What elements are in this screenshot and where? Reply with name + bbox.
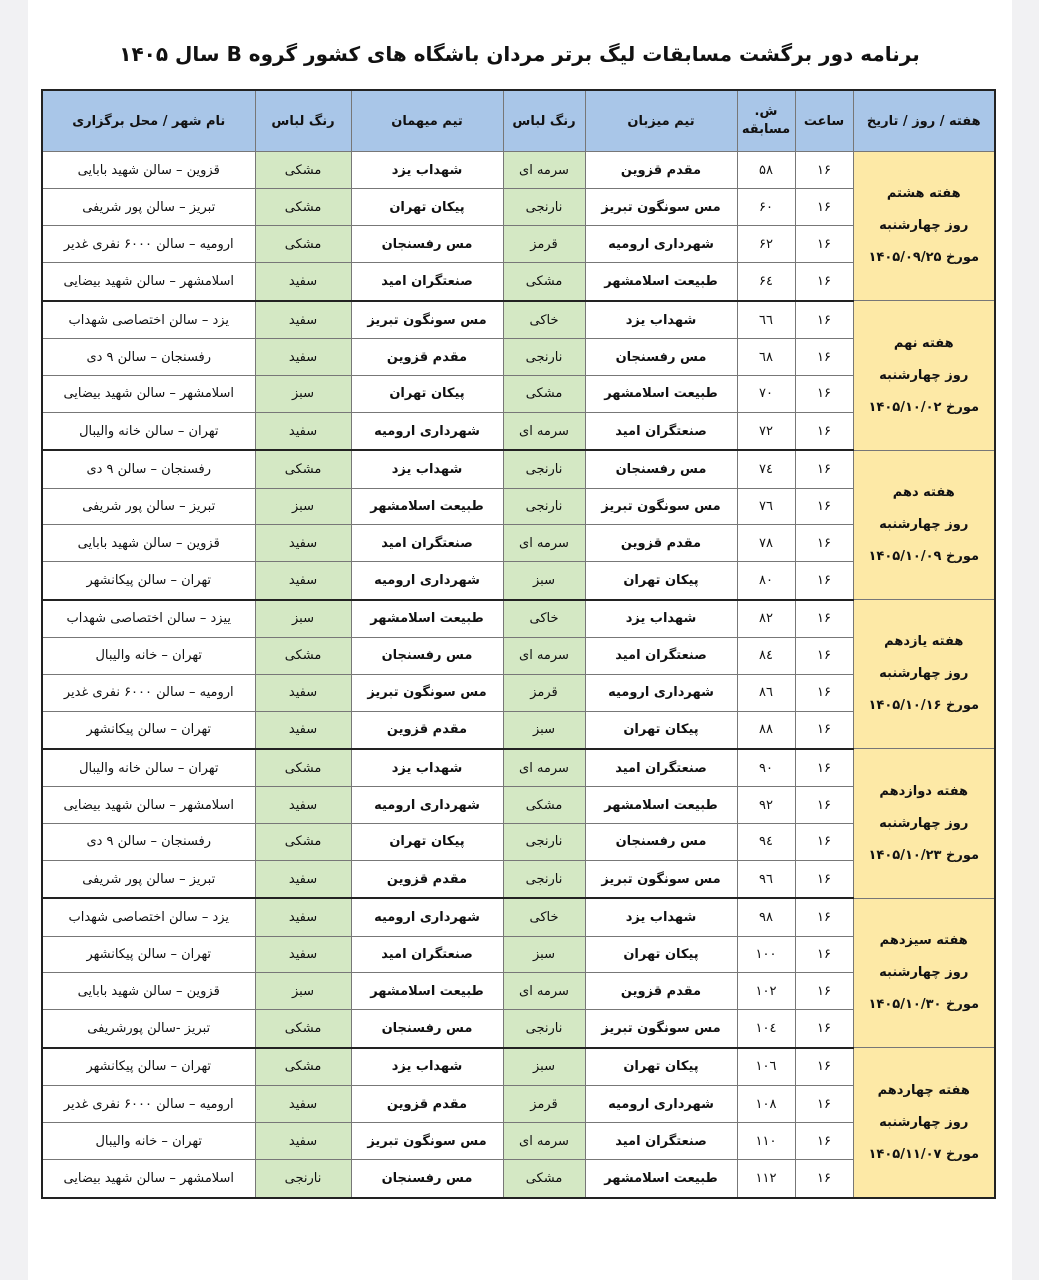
host-team: طبیعت اسلامشهر — [585, 1160, 737, 1198]
match-time: ۱۶ — [795, 450, 853, 488]
week-day: روز چهارشنبه — [879, 516, 969, 532]
host-kit-color: سرمه ای — [503, 637, 585, 674]
week-cell — [853, 600, 995, 749]
host-kit-color: سرمه ای — [503, 525, 585, 562]
table-row — [42, 824, 995, 861]
host-team: شهرداری ارومیه — [585, 1086, 737, 1123]
week-date: مورخ ۱۴۰۵/۱۰/۱۶ — [868, 698, 980, 714]
guest-kit-color: سفید — [255, 860, 351, 898]
match-venue: اسلامشهر – سالن شهید بیضایی — [42, 787, 255, 824]
table-row — [42, 1160, 995, 1198]
guest-kit-color: سفید — [255, 1086, 351, 1123]
host-team: صنعتگران امید — [585, 749, 737, 787]
host-kit-color: سرمه ای — [503, 412, 585, 450]
table-row — [42, 376, 995, 413]
guest-team: شهرداری ارومیه — [351, 787, 503, 824]
guest-team: شهرداری ارومیه — [351, 898, 503, 936]
guest-team: صنعتگران امید — [351, 936, 503, 973]
guest-kit-color: سفید — [255, 898, 351, 936]
match-number: ۹٤ — [737, 824, 795, 861]
table-row — [42, 525, 995, 562]
host-kit-color: سرمه ای — [503, 1123, 585, 1160]
host-team: پیکان تهران — [585, 936, 737, 973]
week-day: روز چهارشنبه — [879, 815, 969, 831]
match-time: ۱۶ — [795, 1048, 853, 1086]
week-day: روز چهارشنبه — [879, 1114, 969, 1130]
week-cell — [853, 301, 995, 450]
match-time: ۱۶ — [795, 562, 853, 600]
guest-team: شهداب یزد — [351, 749, 503, 787]
host-team: شهداب یزد — [585, 301, 737, 339]
host-kit-color: مشکی — [503, 376, 585, 413]
week-cell — [853, 749, 995, 898]
match-venue: تهران – سالن خانه والیبال — [42, 412, 255, 450]
week-day: روز چهارشنبه — [879, 218, 969, 234]
guest-kit-color: مشکی — [255, 189, 351, 226]
match-time: ۱۶ — [795, 189, 853, 226]
guest-team: مس سونگون تبریز — [351, 301, 503, 339]
week-name: هفته سیزدهم — [879, 932, 968, 948]
match-number: ۷۲ — [737, 412, 795, 450]
guest-kit-color: سبز — [255, 600, 351, 638]
table-row — [42, 488, 995, 525]
match-number: ۶۰ — [737, 189, 795, 226]
week-name: هفته دهم — [892, 484, 955, 500]
guest-team: صنعتگران امید — [351, 263, 503, 301]
match-venue: تهران – سالن پیکانشهر — [42, 1048, 255, 1086]
match-number: ٦٦ — [737, 301, 795, 339]
host-kit-color: نارنجی — [503, 488, 585, 525]
table-row — [42, 637, 995, 674]
week-cell — [853, 1048, 995, 1198]
guest-kit-color: مشکی — [255, 749, 351, 787]
guest-kit-color: سبز — [255, 973, 351, 1010]
host-team: پیکان تهران — [585, 711, 737, 749]
match-venue: ارومیه – سالن ۶۰۰۰ نفری غدیر — [42, 674, 255, 711]
table-row — [42, 860, 995, 898]
week-date: مورخ ۱۴۰۵/۱۰/۰۹ — [868, 548, 980, 564]
guest-kit-color: سفید — [255, 674, 351, 711]
match-venue: تهران – سالن پیکانشهر — [42, 936, 255, 973]
match-venue: ییزد – سالن اختصاصی شهداب — [42, 600, 255, 638]
match-time: ۱۶ — [795, 973, 853, 1010]
host-kit-color: قرمز — [503, 226, 585, 263]
table-row — [42, 412, 995, 450]
host-kit-color: سبز — [503, 562, 585, 600]
guest-kit-color: سفید — [255, 711, 351, 749]
header-time: ساعت — [795, 90, 853, 152]
guest-kit-color: مشکی — [255, 226, 351, 263]
match-venue: تبریز – سالن پور شریفی — [42, 860, 255, 898]
host-team: مس رفسنجان — [585, 450, 737, 488]
match-number: ۸۲ — [737, 600, 795, 638]
guest-team: پیکان تهران — [351, 189, 503, 226]
week-day: روز چهارشنبه — [879, 666, 969, 682]
table-row — [42, 562, 995, 600]
table-row — [42, 787, 995, 824]
guest-kit-color: مشکی — [255, 824, 351, 861]
week-name: هفته هشتم — [886, 186, 961, 202]
host-team: مس سونگون تبریز — [585, 1010, 737, 1048]
match-venue: ارومیه – سالن ۶۰۰۰ نفری غدیر — [42, 226, 255, 263]
host-team: صنعتگران امید — [585, 637, 737, 674]
week-cell — [853, 450, 995, 599]
match-number: ۸٦ — [737, 674, 795, 711]
match-venue: تهران – سالن پیکانشهر — [42, 711, 255, 749]
host-team: صنعتگران امید — [585, 412, 737, 450]
guest-kit-color: سفید — [255, 339, 351, 376]
match-venue: اسلامشهر – سالن شهید بیضایی — [42, 376, 255, 413]
guest-team: پیکان تهران — [351, 376, 503, 413]
match-number: ۷٦ — [737, 488, 795, 525]
guest-kit-color: سفید — [255, 562, 351, 600]
host-kit-color: نارنجی — [503, 189, 585, 226]
host-team: صنعتگران امید — [585, 1123, 737, 1160]
table-row — [42, 263, 995, 301]
table-row — [42, 1123, 995, 1160]
header-guest: تیم میهمان — [351, 90, 503, 152]
match-number: ۶۲ — [737, 226, 795, 263]
host-team: پیکان تهران — [585, 562, 737, 600]
guest-team: صنعتگران امید — [351, 525, 503, 562]
host-kit-color: نارنجی — [503, 450, 585, 488]
match-time: ۱۶ — [795, 898, 853, 936]
guest-kit-color: سفید — [255, 263, 351, 301]
host-team: مس سونگون تبریز — [585, 488, 737, 525]
host-team: مس سونگون تبریز — [585, 860, 737, 898]
week-name: هفته یازدهم — [884, 634, 964, 650]
host-kit-color: خاکی — [503, 600, 585, 638]
table-row — [42, 189, 995, 226]
header-host-kit: رنگ لباس — [503, 90, 585, 152]
match-time: ۱۶ — [795, 1123, 853, 1160]
guest-kit-color: مشکی — [255, 1010, 351, 1048]
week-date: مورخ ۱۴۰۵/۱۰/۲۳ — [868, 847, 980, 863]
week-day: روز چهارشنبه — [879, 964, 969, 980]
host-team: مس رفسنجان — [585, 824, 737, 861]
guest-kit-color: سفید — [255, 412, 351, 450]
match-venue: رفسنجان – سالن ۹ دی — [42, 339, 255, 376]
page-title: برنامه دور برگشت مسابقات لیگ برتر مردان باشگاه های کشور گروه B سال ۱۴۰۵ — [119, 42, 920, 66]
guest-team: مقدم قزوین — [351, 711, 503, 749]
host-kit-color: مشکی — [503, 787, 585, 824]
header-match-no: ش. مسابقه — [737, 90, 795, 152]
guest-team: شهرداری ارومیه — [351, 562, 503, 600]
table-row — [42, 936, 995, 973]
match-venue: اسلامشهر – سالن شهید بیضایی — [42, 263, 255, 301]
guest-kit-color: مشکی — [255, 450, 351, 488]
match-number: ۹٦ — [737, 860, 795, 898]
match-time: ۱۶ — [795, 860, 853, 898]
guest-team: شهداب یزد — [351, 152, 503, 189]
host-team: طبیعت اسلامشهر — [585, 787, 737, 824]
match-time: ۱۶ — [795, 226, 853, 263]
host-team: مس سونگون تبریز — [585, 189, 737, 226]
match-venue: یزد – سالن اختصاصی شهداب — [42, 898, 255, 936]
guest-kit-color: سبز — [255, 376, 351, 413]
table-row — [42, 1010, 995, 1048]
guest-kit-color: مشکی — [255, 152, 351, 189]
guest-kit-color: سفید — [255, 787, 351, 824]
week-name: هفته دوازدهم — [879, 783, 969, 799]
header-week: هفته / روز / تاریخ — [853, 90, 995, 152]
host-team: مقدم قزوین — [585, 525, 737, 562]
guest-team: پیکان تهران — [351, 824, 503, 861]
host-kit-color: مشکی — [503, 1160, 585, 1198]
match-number: ۷۸ — [737, 525, 795, 562]
match-number: ۵۸ — [737, 152, 795, 189]
guest-team: مس رفسنجان — [351, 637, 503, 674]
guest-kit-color: نارنجی — [255, 1160, 351, 1198]
header-guest-kit: رنگ لباس — [255, 90, 351, 152]
header-host: تیم میزبان — [585, 90, 737, 152]
match-venue: ارومیه – سالن ۶۰۰۰ نفری غدیر — [42, 1086, 255, 1123]
guest-team: شهرداری ارومیه — [351, 412, 503, 450]
host-team: طبیعت اسلامشهر — [585, 376, 737, 413]
guest-team: مس سونگون تبریز — [351, 1123, 503, 1160]
week-date: مورخ ۱۴۰۵/۱۰/۰۲ — [868, 399, 980, 415]
match-venue: رفسنجان – سالن ۹ دی — [42, 824, 255, 861]
table-row — [42, 301, 995, 339]
match-number: ۱۱۲ — [737, 1160, 795, 1198]
match-time: ۱۶ — [795, 674, 853, 711]
host-team: مقدم قزوین — [585, 152, 737, 189]
host-team: شهداب یزد — [585, 898, 737, 936]
host-kit-color: خاکی — [503, 301, 585, 339]
table-row — [42, 1086, 995, 1123]
match-venue: قزوین – سالن شهید بابایی — [42, 152, 255, 189]
week-cell — [853, 152, 995, 301]
match-time: ۱۶ — [795, 525, 853, 562]
match-time: ۱۶ — [795, 637, 853, 674]
host-kit-color: نارنجی — [503, 860, 585, 898]
week-date: مورخ ۱۴۰۵/۰۹/۲۵ — [868, 250, 980, 266]
guest-team: مقدم قزوین — [351, 339, 503, 376]
match-venue: تهران – سالن پیکانشهر — [42, 562, 255, 600]
host-kit-color: خاکی — [503, 898, 585, 936]
table-row — [42, 339, 995, 376]
match-number: ۱۰۲ — [737, 973, 795, 1010]
match-venue: اسلامشهر – سالن شهید بیضایی — [42, 1160, 255, 1198]
guest-team: مقدم قزوین — [351, 1086, 503, 1123]
table-row — [42, 674, 995, 711]
table-row — [42, 898, 995, 936]
host-team: مس رفسنجان — [585, 339, 737, 376]
host-kit-color: نارنجی — [503, 339, 585, 376]
match-venue: تهران – خانه والیبال — [42, 1123, 255, 1160]
week-day: روز چهارشنبه — [879, 367, 969, 383]
match-number: ۱۰۸ — [737, 1086, 795, 1123]
match-number: ۱۰٦ — [737, 1048, 795, 1086]
match-time: ۱۶ — [795, 749, 853, 787]
host-kit-color: سرمه ای — [503, 749, 585, 787]
match-time: ۱۶ — [795, 339, 853, 376]
match-venue: تهران – خانه والیبال — [42, 637, 255, 674]
match-time: ۱۶ — [795, 301, 853, 339]
match-time: ۱۶ — [795, 1010, 853, 1048]
match-venue: رفسنجان – سالن ۹ دی — [42, 450, 255, 488]
host-team: شهرداری ارومیه — [585, 674, 737, 711]
match-time: ۱۶ — [795, 824, 853, 861]
match-time: ۱۶ — [795, 1160, 853, 1198]
match-number: ۹۲ — [737, 787, 795, 824]
match-venue: قزوین – سالن شهید بابایی — [42, 973, 255, 1010]
guest-team: شهداب یزد — [351, 450, 503, 488]
host-team: شهرداری ارومیه — [585, 226, 737, 263]
week-name: هفته نهم — [893, 335, 954, 351]
guest-kit-color: سفید — [255, 936, 351, 973]
match-number: ۱۰٤ — [737, 1010, 795, 1048]
schedule-body — [42, 152, 995, 1199]
host-kit-color: مشکی — [503, 263, 585, 301]
table-row — [42, 973, 995, 1010]
match-venue: تبریز -سالن پورشریفی — [42, 1010, 255, 1048]
guest-team: مس رفسنجان — [351, 226, 503, 263]
header-venue: نام شهر / محل برگزاری — [42, 90, 255, 152]
match-number: ۸۸ — [737, 711, 795, 749]
host-kit-color: نارنجی — [503, 824, 585, 861]
host-kit-color: سرمه ای — [503, 152, 585, 189]
match-number: ۷۰ — [737, 376, 795, 413]
host-kit-color: سرمه ای — [503, 973, 585, 1010]
match-time: ۱۶ — [795, 787, 853, 824]
match-number: ٦٨ — [737, 339, 795, 376]
match-venue: قزوین – سالن شهید بابایی — [42, 525, 255, 562]
host-team: پیکان تهران — [585, 1048, 737, 1086]
table-row — [42, 600, 995, 638]
header-row — [42, 90, 995, 152]
match-time: ۱۶ — [795, 263, 853, 301]
host-team: شهداب یزد — [585, 600, 737, 638]
guest-team: شهداب یزد — [351, 1048, 503, 1086]
match-time: ۱۶ — [795, 711, 853, 749]
match-number: ۹۰ — [737, 749, 795, 787]
guest-kit-color: سفید — [255, 301, 351, 339]
match-venue: تبریز – سالن پور شریفی — [42, 189, 255, 226]
guest-team: طبیعت اسلامشهر — [351, 600, 503, 638]
table-row — [42, 749, 995, 787]
match-time: ۱۶ — [795, 376, 853, 413]
table-row — [42, 1048, 995, 1086]
table-row — [42, 226, 995, 263]
match-venue: یزد – سالن اختصاصی شهداب — [42, 301, 255, 339]
table-row — [42, 711, 995, 749]
host-team: مقدم قزوین — [585, 973, 737, 1010]
match-time: ۱۶ — [795, 1086, 853, 1123]
guest-team: مس رفسنجان — [351, 1160, 503, 1198]
host-kit-color: سبز — [503, 1048, 585, 1086]
host-kit-color: نارنجی — [503, 1010, 585, 1048]
week-date: مورخ ۱۴۰۵/۱۰/۳۰ — [868, 996, 980, 1012]
guest-kit-color: سفید — [255, 1123, 351, 1160]
guest-kit-color: سبز — [255, 488, 351, 525]
match-venue: تبریز – سالن پور شریفی — [42, 488, 255, 525]
week-cell — [853, 898, 995, 1047]
week-date: مورخ ۱۴۰۵/۱۱/۰۷ — [868, 1146, 980, 1162]
match-number: ۸٤ — [737, 637, 795, 674]
table-row — [42, 450, 995, 488]
match-time: ۱۶ — [795, 936, 853, 973]
guest-team: مقدم قزوین — [351, 860, 503, 898]
host-kit-color: سبز — [503, 711, 585, 749]
guest-kit-color: مشکی — [255, 1048, 351, 1086]
guest-team: طبیعت اسلامشهر — [351, 973, 503, 1010]
host-team: طبیعت اسلامشهر — [585, 263, 737, 301]
match-time: ۱۶ — [795, 412, 853, 450]
match-number: ۸۰ — [737, 562, 795, 600]
schedule-table — [41, 89, 996, 1199]
match-number: ۹۸ — [737, 898, 795, 936]
match-time: ۱۶ — [795, 488, 853, 525]
guest-team: مس رفسنجان — [351, 1010, 503, 1048]
match-number: ۷٤ — [737, 450, 795, 488]
match-time: ۱۶ — [795, 600, 853, 638]
match-time: ۱۶ — [795, 152, 853, 189]
table-row — [42, 152, 995, 189]
guest-team: طبیعت اسلامشهر — [351, 488, 503, 525]
week-name: هفته چهاردهم — [877, 1082, 970, 1098]
host-kit-color: سبز — [503, 936, 585, 973]
guest-kit-color: سفید — [255, 525, 351, 562]
match-venue: تهران – سالن خانه والیبال — [42, 749, 255, 787]
host-kit-color: قرمز — [503, 1086, 585, 1123]
host-kit-color: قرمز — [503, 674, 585, 711]
match-number: ۱۱۰ — [737, 1123, 795, 1160]
match-number: ۶٤ — [737, 263, 795, 301]
match-number: ۱۰۰ — [737, 936, 795, 973]
guest-team: مس سونگون تبریز — [351, 674, 503, 711]
guest-kit-color: مشکی — [255, 637, 351, 674]
